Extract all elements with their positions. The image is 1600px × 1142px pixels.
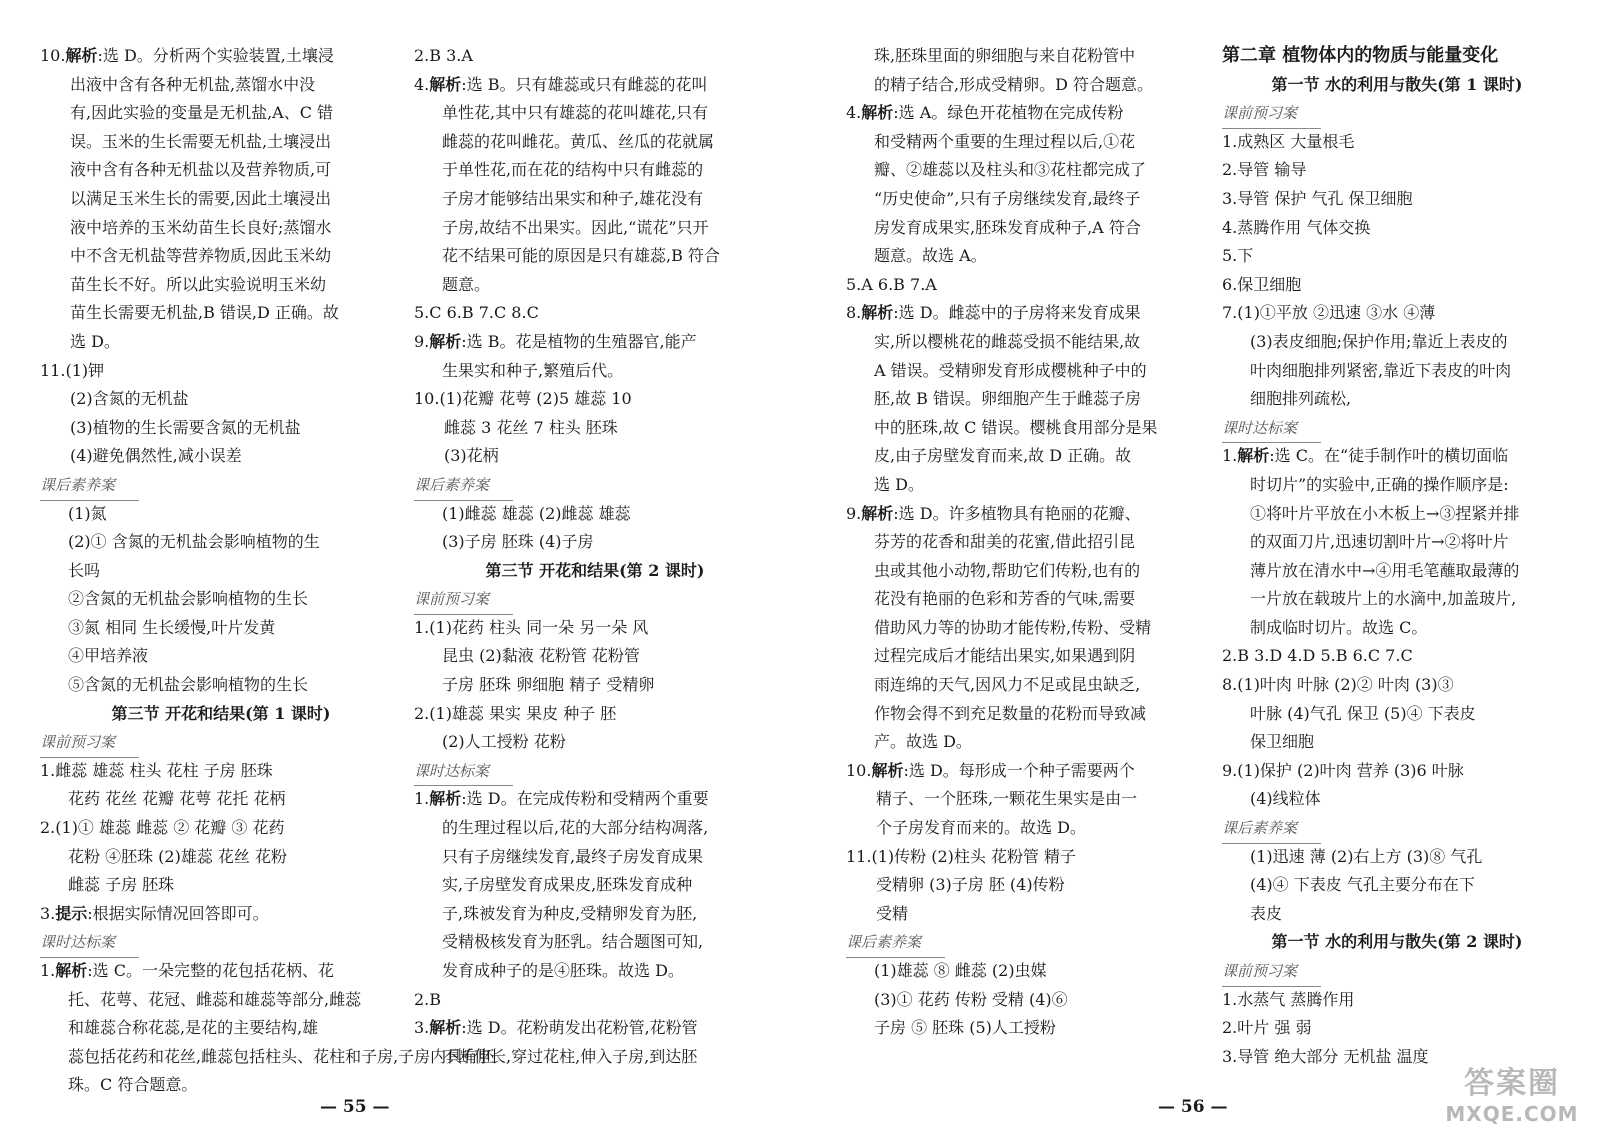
text-line: (3)植物的生长需要含氮的无机盐	[70, 417, 301, 437]
keyword: 解析	[429, 74, 462, 94]
section-tag-line	[1222, 414, 1572, 443]
page-number-right: — 56 —	[1158, 1097, 1228, 1117]
text-line: 题意。	[442, 274, 491, 294]
text-line: 有,因此实验的变量是无机盐,A、C 错	[70, 103, 334, 123]
text-line: 4.解析:选 A。绿色开花植物在完成传粉	[846, 103, 1124, 123]
text-line: 雌蕊 3 花丝 7 柱头 胚珠	[444, 417, 618, 437]
text-line: 的生理过程以后,花的大部分结构凋落,	[442, 818, 709, 838]
text-line: 2.B 3.D 4.D 5.B 6.C 7.C	[1222, 646, 1413, 666]
text-line: 3.提示:根据实际情况回答即可。	[40, 903, 269, 923]
text-line: (3)花柄	[444, 446, 499, 466]
text-line: 表皮	[1250, 903, 1283, 923]
section-tag-line	[40, 471, 402, 500]
text-line: 子,珠被发育为种皮,受精卵发育为胚,	[442, 903, 698, 923]
text-line: (2)人工授粉 花粉	[442, 732, 566, 752]
section-heading: 第一节 水的利用与散失(第 2 课时)	[1271, 932, 1523, 952]
text-line: 个子房发育而来的。故选 D。	[876, 818, 1086, 838]
text-line: 和受精两个重要的生理过程以后,①花	[874, 131, 1136, 151]
text-line: 的精子结合,形成受精卵。D 符合题意。	[874, 74, 1154, 94]
section-tag-line	[846, 928, 1208, 957]
watermark-url: MXQE.COM	[1445, 1102, 1579, 1126]
text-line: 一片放在载玻片上的水滴中,加盖玻片,	[1250, 589, 1517, 609]
text-line: 实,所以樱桃花的雌蕊受损不能结果,故	[874, 331, 1141, 351]
text-line: (3)① 花药 传粉 受精 (4)⑥	[874, 989, 1068, 1009]
text-line: 花不结果可能的原因是只有雄蕊,B 符合	[442, 246, 720, 266]
section-tag: 课前预习案	[414, 585, 513, 615]
text-line: 保卫细胞	[1250, 732, 1315, 752]
text-line: 苗生长不好。所以此实验说明玉米幼	[70, 274, 327, 294]
text-line: 10.解析:选 D。分析两个实验装置,土壤浸	[40, 46, 334, 65]
section-tag-line	[414, 757, 776, 786]
keyword: 解析	[861, 303, 894, 323]
text-line: 2.B 3.A	[414, 46, 473, 65]
section-heading: 第三节 开花和结果(第 1 课时)	[111, 703, 331, 723]
text-line: 题意。故选 A。	[874, 246, 987, 266]
text-line: 1.成熟区 大量根毛	[1222, 131, 1355, 151]
text-line: 11.(1)传粉 (2)柱头 花粉管 精子	[846, 846, 1077, 866]
watermark-logo-text: 答案圈	[1464, 1066, 1560, 1101]
text-line: 子房才能够结出果实和种子,雄花没有	[442, 188, 704, 208]
section-tag: 课前预习案	[1222, 99, 1321, 129]
text-line: 叶肉细胞排列紧密,靠近下表皮的叶肉	[1250, 360, 1512, 380]
text-line: 中不含无机盐等营养物质,因此玉米幼	[70, 246, 332, 266]
section-tag-line	[1222, 957, 1572, 986]
text-line: ③氮 相同 生长缓慢,叶片发黄	[68, 617, 276, 637]
text-line: 5.A 6.B 7.A	[846, 274, 937, 294]
chapter-heading: 第二章 植物体内的物质与能量变化	[1222, 45, 1499, 66]
section-tag-line	[414, 585, 776, 614]
text-line: “历史使命”,只有子房继续发育,最终子	[874, 188, 1141, 208]
text-line: ⑤含氮的无机盐会影响植物的生长	[68, 675, 309, 695]
text-line: 实,子房壁发育成果皮,胚珠发育成种	[442, 875, 693, 895]
text-line: 雌蕊的花叫雌花。黄瓜、丝瓜的花就属	[442, 131, 715, 151]
section-tag: 课后素养案	[846, 928, 945, 958]
text-line: 的双面刀片,迅速切割叶片→②将叶片	[1250, 532, 1509, 552]
text-line: 以满足玉米生长的需要,因此土壤浸出	[70, 188, 332, 208]
text-line: ②含氮的无机盐会影响植物的生长	[68, 589, 309, 609]
section-tag: 课时达标案	[1222, 414, 1321, 444]
text-line: 9.(1)保护 (2)叶肉 营养 (3)6 叶脉	[1222, 760, 1464, 780]
text-line: 过程完成后才能结出果实,如果遇到阴	[874, 646, 1136, 666]
text-line: 苗生长需要无机盐,B 错误,D 正确。故	[70, 303, 339, 323]
text-line: 2.B	[414, 989, 442, 1009]
text-line: 液中培养的玉米幼苗生长良好;蒸馏水	[70, 217, 332, 237]
section-tag-line	[1222, 99, 1572, 128]
text-line: 子房,故结不出果实。因此,“谎花”只开	[442, 217, 709, 237]
text-line: 单性花,其中只有雄蕊的花叫雄花,只有	[442, 103, 709, 123]
text-line: 不断伸长,穿过花柱,伸入子房,到达胚	[442, 1046, 698, 1066]
text-line: 花粉 ④胚珠 (2)雄蕊 花丝 花粉	[68, 846, 288, 866]
section-tag: 课后素养案	[40, 471, 139, 501]
keyword: 解析	[429, 1018, 462, 1038]
text-line: (1)氮	[68, 503, 107, 523]
text-line: ④甲培养液	[68, 646, 149, 666]
keyword: 解析	[429, 331, 462, 351]
section-tag: 课后素养案	[1222, 814, 1321, 844]
text-line: 花药 花丝 花瓣 花萼 花托 花柄	[68, 789, 286, 809]
text-line: (1)迅速 薄 (2)右上方 (3)⑧ 气孔	[1250, 846, 1483, 866]
text-line: 9.解析:选 B。花是植物的生殖器官,能产	[414, 331, 697, 351]
text-line: 5.下	[1222, 246, 1254, 266]
text-line: (1)雄蕊 ⑧ 雌蕊 (2)虫媒	[874, 961, 1047, 980]
text-line: 6.保卫细胞	[1222, 274, 1302, 294]
text-line: 珠,胚珠里面的卵细胞与来自花粉管中	[874, 46, 1136, 65]
text-line: 时切片”的实验中,正确的操作顺序是:	[1250, 474, 1509, 494]
section-tag-line	[40, 728, 402, 757]
section-tag: 课前预习案	[1222, 957, 1321, 987]
section-tag: 课后素养案	[414, 471, 513, 501]
text-line: 胚,故 B 错误。卵细胞产生于雌蕊子房	[874, 389, 1142, 409]
text-line: 1.解析:选 D。在完成传粉和受精两个重要	[414, 789, 709, 809]
text-line: (3)子房 胚珠 (4)子房	[442, 532, 594, 552]
text-line: 皮,由子房壁发育而来,故 D 正确。故	[874, 446, 1132, 466]
text-line: 长吗	[68, 560, 101, 580]
text-line: 虫或其他小动物,帮助它们传粉,也有的	[874, 560, 1141, 580]
text-line: 蕊包括花药和花丝,雌蕊包括柱头、花柱和子房,子房内具有胚	[68, 1046, 495, 1066]
text-line: 1.(1)花药 柱头 同一朵 另一朵 风	[414, 617, 649, 637]
keyword: 解析	[861, 503, 894, 523]
text-line: 8.解析:选 D。雌蕊中的子房将来发育成果	[846, 303, 1141, 323]
text-line: 11.(1)钾	[40, 360, 105, 380]
text-line: 10.解析:选 D。每形成一个种子需要两个	[846, 760, 1135, 780]
text-line: 子房 胚珠 卵细胞 精子 受精卵	[442, 675, 655, 695]
text-line: 2.叶片 强 弱	[1222, 1018, 1312, 1038]
text-line: 7.(1)①平放 ②迅速 ③水 ④薄	[1222, 303, 1436, 323]
text-line: 子房 ⑤ 胚珠 (5)人工授粉	[874, 1018, 1056, 1038]
text-line: 选 D。	[70, 331, 120, 351]
text-line: 5.C 6.B 7.C 8.C	[414, 303, 539, 323]
text-line: 8.(1)叶肉 叶脉 (2)② 叶肉 (3)③	[1222, 675, 1454, 695]
section-tag-line	[414, 471, 776, 500]
text-line: (3)表皮细胞;保护作用;靠近上表皮的	[1250, 331, 1508, 351]
keyword: 解析	[65, 46, 98, 65]
text-line: 3.导管 保护 气孔 保卫细胞	[1222, 188, 1413, 208]
text-line: 作物会得不到充足数量的花粉而导致减	[874, 703, 1147, 723]
text-line: 3.解析:选 D。花粉萌发出花粉管,花粉管	[414, 1018, 698, 1038]
text-line: 只有子房继续发育,最终子房发育成果	[442, 846, 704, 866]
section-tag: 课时达标案	[414, 757, 513, 787]
text-line: 于单性花,而在花的结构中只有雌蕊的	[442, 160, 704, 180]
text-line: (4)线粒体	[1250, 789, 1321, 809]
text-line: 叶脉 (4)气孔 保卫 (5)④ 下表皮	[1250, 703, 1476, 723]
keyword: 提示	[55, 903, 88, 923]
text-line: 和雄蕊合称花蕊,是花的主要结构,雄	[68, 1018, 319, 1038]
keyword: 解析	[429, 789, 462, 809]
text-line: 花没有艳丽的色彩和芳香的气味,需要	[874, 589, 1136, 609]
keyword: 解析	[861, 103, 894, 123]
text-line: 雨连绵的天气,因风力不足或昆虫缺乏,	[874, 675, 1141, 695]
text-line: (2)① 含氮的无机盐会影响植物的生	[68, 532, 320, 552]
text-line: 4.解析:选 B。只有雄蕊或只有雌蕊的花叫	[414, 74, 708, 94]
text-line: 发育成种子的是④胚珠。故选 D。	[442, 961, 684, 980]
text-line: 4.蒸腾作用 气体交换	[1222, 217, 1371, 237]
text-line: 生果实和种子,繁殖后代。	[442, 360, 624, 380]
text-line: 选 D。	[874, 474, 924, 494]
text-line: 9.解析:选 D。许多植物具有艳丽的花瓣、	[846, 503, 1141, 523]
text-line: (4)④ 下表皮 气孔主要分布在下	[1250, 875, 1475, 895]
page-number-left: — 55 —	[320, 1097, 390, 1117]
text-line: 制成临时切片。故选 C。	[1250, 617, 1428, 637]
text-line: 产。故选 D。	[874, 732, 972, 752]
text-line: 2.(1)雄蕊 果实 果皮 种子 胚	[414, 703, 617, 723]
text-line: 中的胚珠,故 C 错误。樱桃食用部分是果	[874, 417, 1158, 437]
text-line: (2)含氮的无机盐	[70, 389, 189, 409]
column-3	[846, 42, 1208, 1043]
text-line: 1.雌蕊 雄蕊 柱头 花柱 子房 胚珠	[40, 760, 273, 780]
text-line: (1)雌蕊 雄蕊 (2)雌蕊 雄蕊	[442, 503, 631, 523]
text-line: ①将叶片平放在小木板上→③捏紧并排	[1250, 503, 1520, 523]
watermark-logo	[1442, 1058, 1582, 1136]
section-heading: 第三节 开花和结果(第 2 课时)	[485, 560, 705, 580]
column-4	[1222, 42, 1572, 1071]
text-line: 珠。C 符合题意。	[68, 1075, 198, 1095]
text-line: 受精卵 (3)子房 胚 (4)传粉	[876, 875, 1065, 895]
text-line: 出液中含有各种无机盐,蒸馏水中没	[70, 74, 316, 94]
section-tag-line	[40, 928, 402, 957]
text-line: 托、花萼、花冠、雌蕊和雄蕊等部分,雌蕊	[68, 989, 362, 1009]
text-line: 芬芳的花香和甜美的花蜜,借此招引昆	[874, 532, 1136, 552]
section-tag-line	[1222, 814, 1572, 843]
text-line: 昆虫 (2)黏液 花粉管 花粉管	[442, 646, 640, 666]
text-line: 借助风力等的协助才能传粉,传粉、受精	[874, 617, 1152, 637]
section-tag: 课前预习案	[40, 728, 139, 758]
text-line: 10.(1)花瓣 花萼 (2)5 雄蕊 10	[414, 389, 632, 409]
keyword: 解析	[1237, 446, 1270, 466]
text-line: 2.(1)① 雄蕊 雌蕊 ② 花瓣 ③ 花药	[40, 818, 285, 838]
text-line: 1.解析:选 C。一朵完整的花包括花柄、花	[40, 961, 335, 980]
text-line: (4)避免偶然性,减小误差	[70, 446, 242, 466]
keyword: 解析	[55, 961, 88, 980]
text-line: 薄片放在清水中→④用毛笔蘸取最薄的	[1250, 560, 1520, 580]
text-line: 瓣、②雄蕊以及柱头和③花柱都完成了	[874, 160, 1147, 180]
text-line: 2.导管 输导	[1222, 160, 1307, 180]
text-line: 1.解析:选 C。在“徒手制作叶的横切面临	[1222, 446, 1509, 466]
keyword: 解析	[871, 760, 904, 780]
text-line: 误。玉米的生长需要无机盐,土壤浸出	[70, 131, 332, 151]
text-line: 精子、一个胚珠,一颗花生果实是由一	[876, 789, 1138, 809]
text-line: 细胞排列疏松,	[1250, 389, 1352, 409]
text-line: 液中含有各种无机盐以及营养物质,可	[70, 160, 332, 180]
column-2	[414, 42, 776, 1071]
text-line: 雌蕊 子房 胚珠	[68, 875, 175, 895]
text-line: 1.水蒸气 蒸腾作用	[1222, 989, 1355, 1009]
section-heading: 第一节 水的利用与散失(第 1 课时)	[1271, 74, 1523, 94]
text-line: 受精	[876, 903, 909, 923]
text-line: 受精极核发育为胚乳。结合题图可知,	[442, 932, 704, 952]
section-tag: 课时达标案	[40, 928, 139, 958]
text-line: A 错误。受精卵发育形成樱桃种子中的	[874, 360, 1147, 380]
text-line: 房发育成果实,胚珠发育成种子,A 符合	[874, 217, 1141, 237]
text-line: 3.导管 绝大部分 无机盐 温度	[1222, 1046, 1429, 1066]
